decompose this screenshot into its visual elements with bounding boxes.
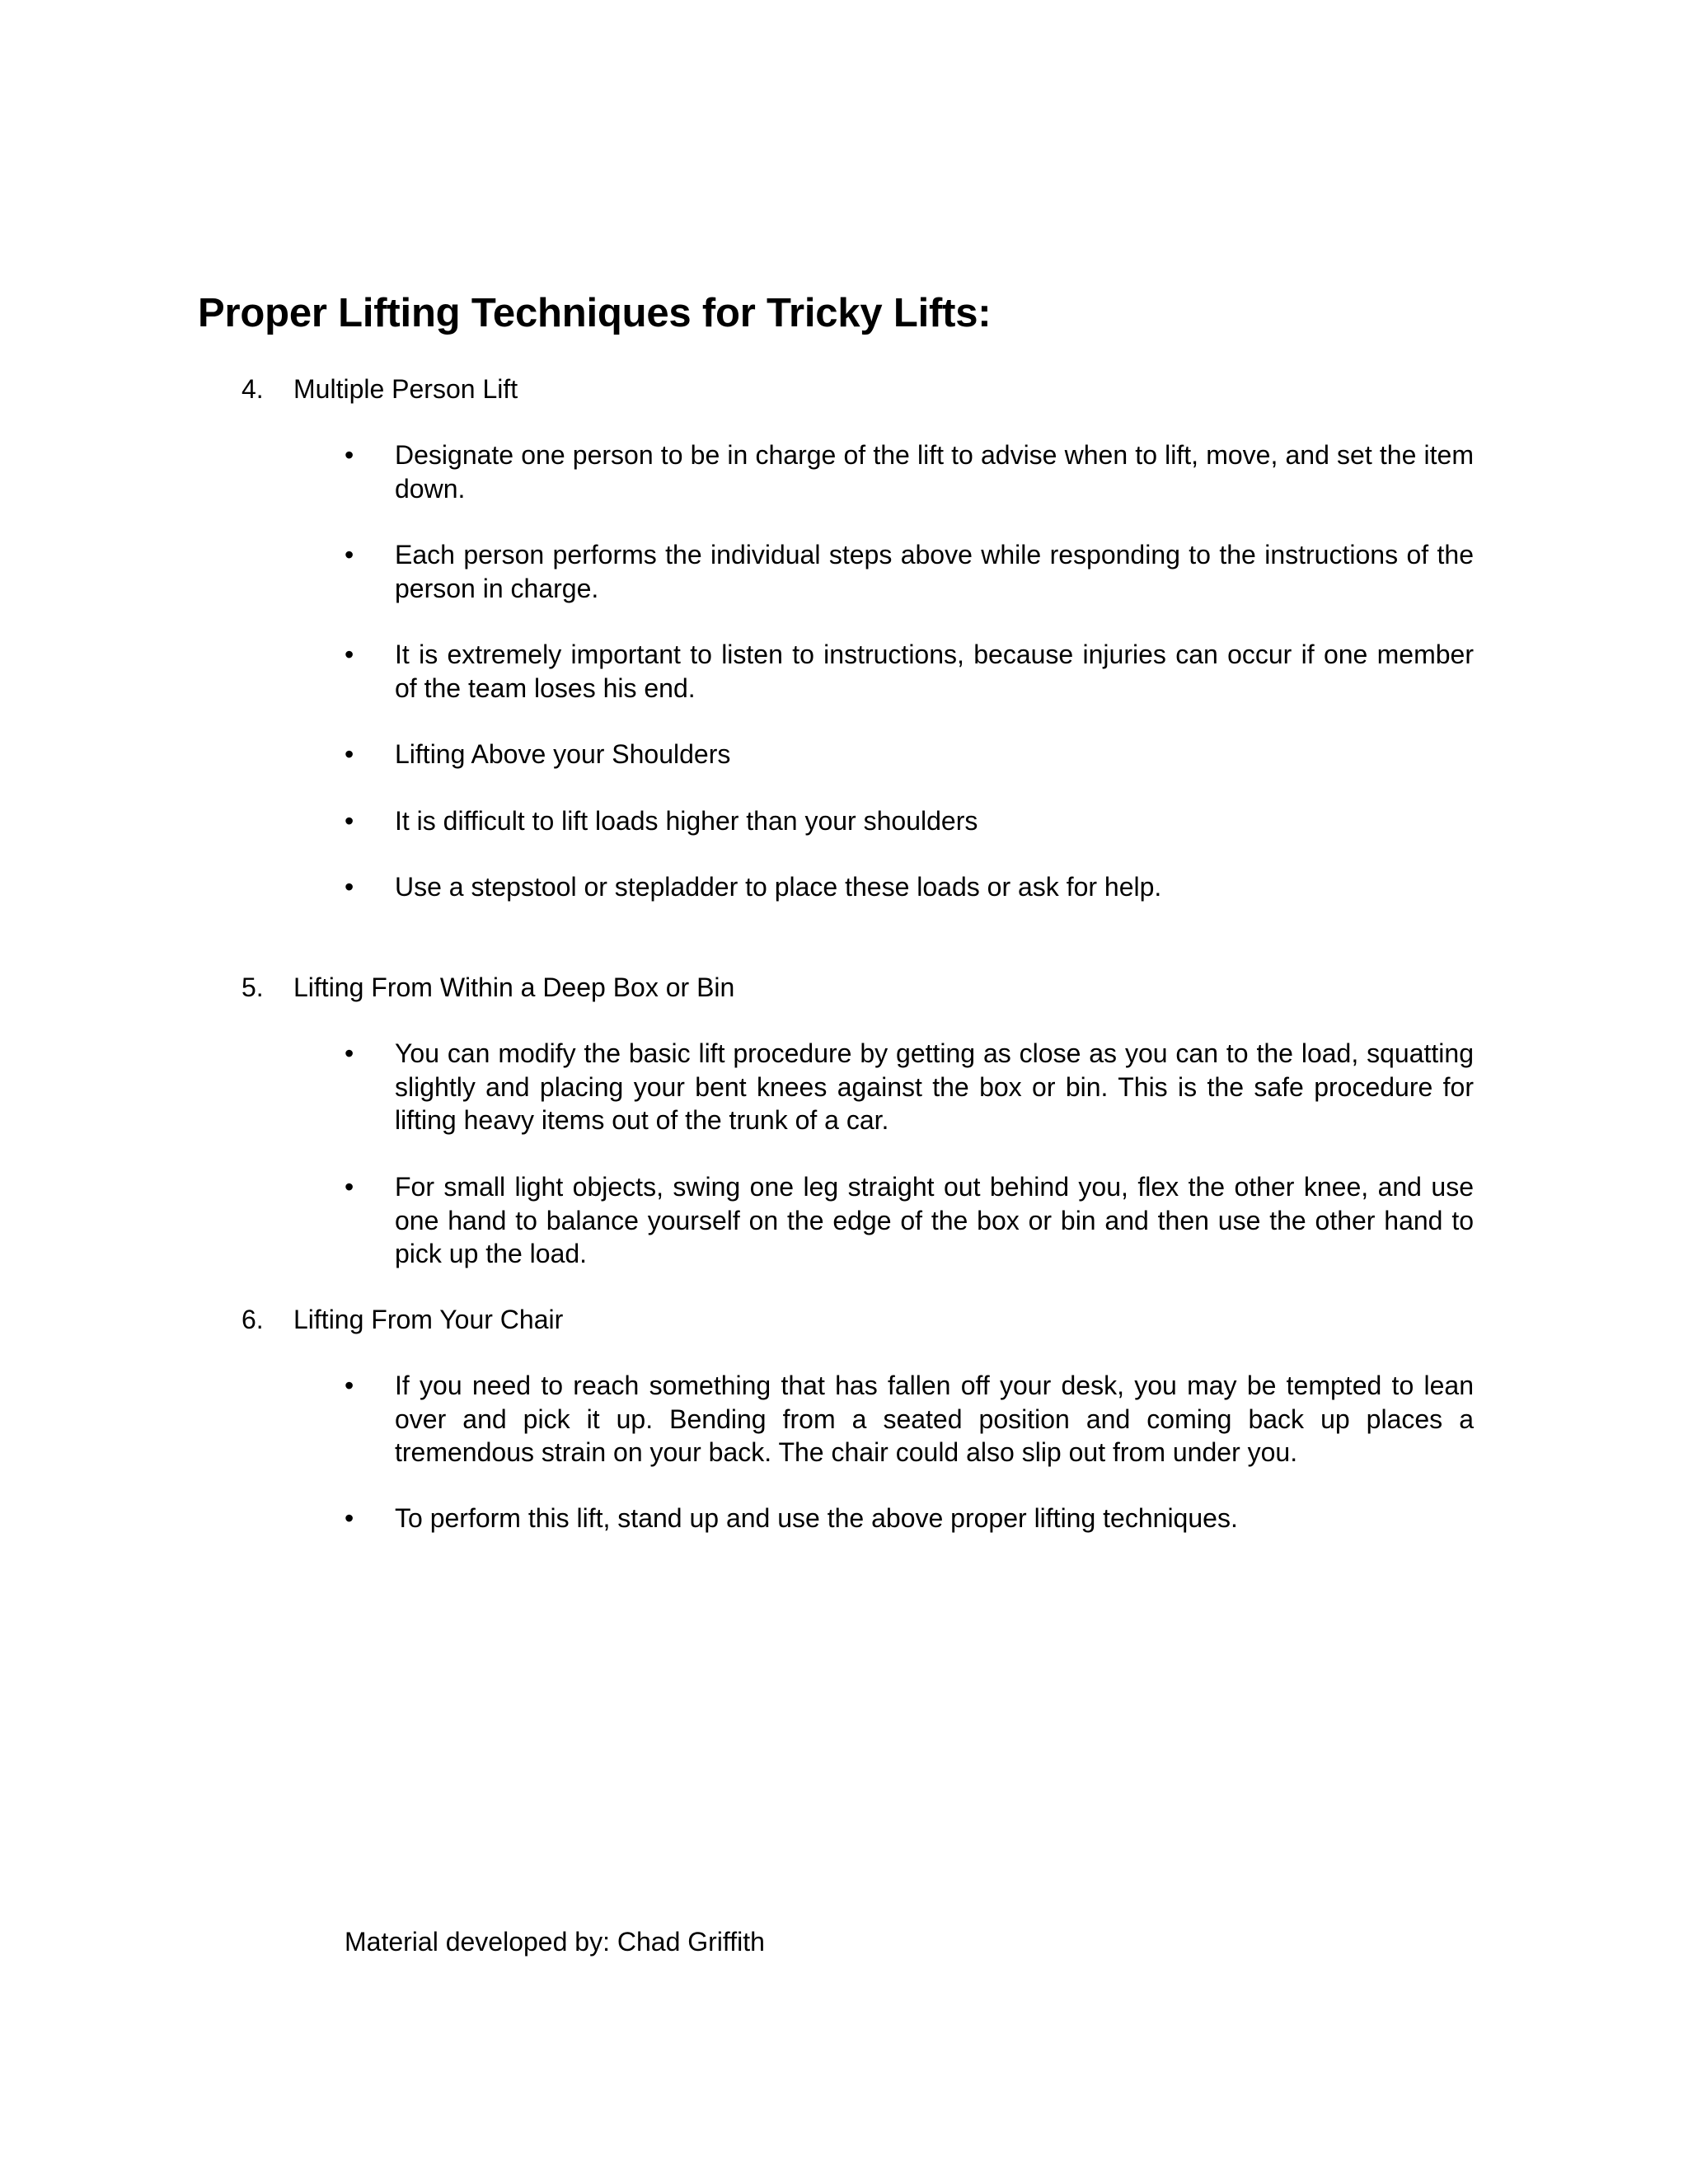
footer-credit: Material developed by: Chad Griffith bbox=[345, 1927, 765, 1957]
list-item-text: It is extremely important to listen to instructions, because injuries can occur if one member of the team loses his end. bbox=[395, 640, 1474, 703]
list-item bbox=[345, 538, 1474, 605]
bullet-icon: • bbox=[345, 640, 354, 669]
bullet-icon: • bbox=[345, 540, 354, 569]
bullet-icon: • bbox=[345, 1172, 354, 1202]
bullet-icon: • bbox=[345, 1371, 354, 1400]
section-number: 6. bbox=[241, 1305, 264, 1334]
list-item bbox=[345, 1502, 1474, 1535]
bullet-icon: • bbox=[345, 739, 354, 769]
section-number: 5. bbox=[241, 972, 264, 1002]
page-title: Proper Lifting Techniques for Tricky Lifts: bbox=[198, 291, 992, 335]
section-heading-deep-box-or-bin bbox=[241, 971, 734, 1004]
list-item-text: Use a stepstool or stepladder to place these loads or ask for help. bbox=[395, 872, 1162, 902]
list-item-text: Designate one person to be in charge of the lift to advise when to lift, move, and set the item down. bbox=[395, 440, 1474, 504]
bullet-icon: • bbox=[345, 806, 354, 836]
list-item bbox=[345, 1037, 1474, 1137]
list-item-text: It is difficult to lift loads higher than your shoulders bbox=[395, 806, 978, 836]
bullet-icon: • bbox=[345, 1038, 354, 1068]
section-title: Lifting From Within a Deep Box or Bin bbox=[293, 972, 735, 1002]
list-item-text: Lifting Above your Shoulders bbox=[395, 739, 731, 769]
list-item bbox=[345, 438, 1474, 505]
bullet-icon: • bbox=[345, 1503, 354, 1533]
list-item-text: For small light objects, swing one leg straight out behind you, flex the other knee, and use one hand to balance yourself on the edge of the box or bin and then use the other hand to pick up the load. bbox=[395, 1172, 1474, 1268]
list-item bbox=[345, 1369, 1474, 1469]
section-number: 4. bbox=[241, 374, 264, 404]
list-item-text: You can modify the basic lift procedure by getting as close as you can to the load, squatting slightly and placing your bent knees against the box or bin. This is the safe procedure for lifting heavy items out of the trunk of a car. bbox=[395, 1038, 1474, 1135]
list-item bbox=[345, 804, 1474, 838]
list-item-text: If you need to reach something that has fallen off your desk, you may be tempted to lean over and pick it up. Bending from a seated position and coming back up places a tremendous strain on your back. The chair could also slip out from under you. bbox=[395, 1371, 1474, 1467]
bullet-icon: • bbox=[345, 872, 354, 902]
list-item bbox=[345, 638, 1474, 705]
list-item bbox=[345, 1170, 1474, 1271]
bullet-icon: • bbox=[345, 440, 354, 470]
list-item-text: Each person performs the individual steps above while responding to the instructions of the person in charge. bbox=[395, 540, 1474, 603]
list-item bbox=[345, 738, 1474, 771]
section-title: Lifting From Your Chair bbox=[293, 1305, 564, 1334]
section-heading-multiple-person-lift bbox=[241, 373, 518, 405]
list-item-text: To perform this lift, stand up and use the above proper lifting techniques. bbox=[395, 1503, 1238, 1533]
list-item bbox=[345, 870, 1474, 904]
section-title: Multiple Person Lift bbox=[293, 374, 518, 404]
section-heading-lifting-from-chair bbox=[241, 1303, 563, 1336]
